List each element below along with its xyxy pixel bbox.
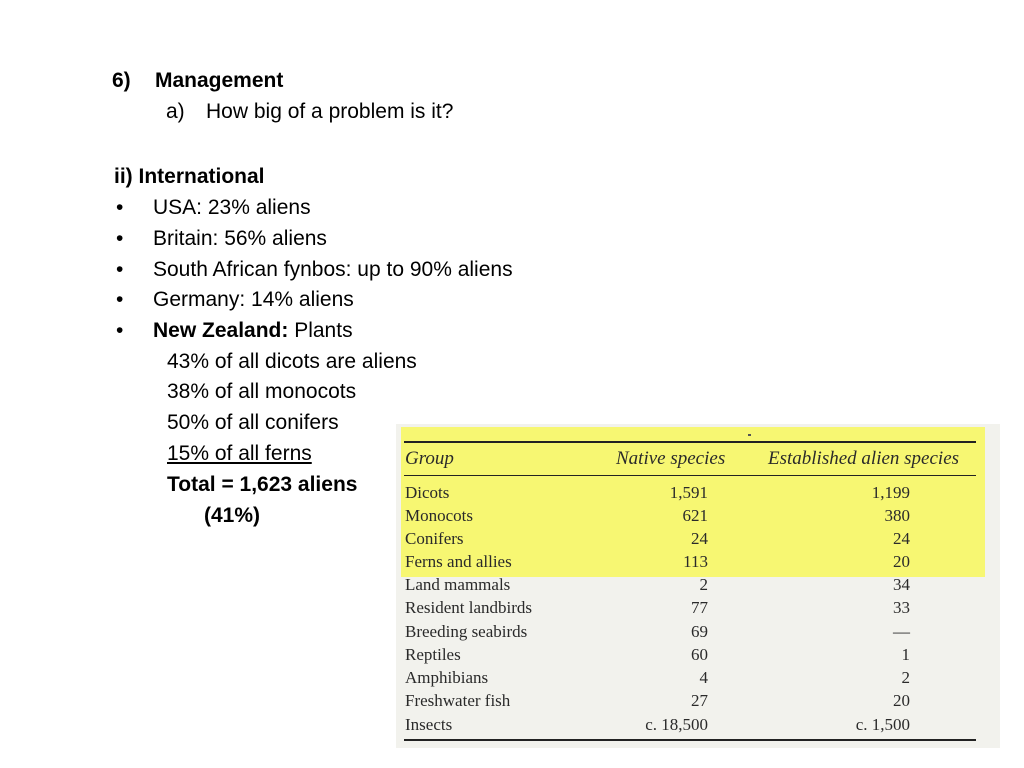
alien-cell: 20: [893, 691, 910, 710]
native-cell: 60: [691, 645, 708, 664]
sub-question: How big of a problem is it?: [206, 100, 454, 123]
bullet-new-zealand: [153, 319, 353, 343]
group-cell: Breeding seabirds: [405, 622, 528, 641]
native-cell: 113: [683, 552, 708, 571]
table-row: [396, 481, 1000, 504]
nz-label: New Zealand:: [153, 319, 289, 342]
group-cell: Conifers: [405, 529, 464, 548]
alien-cell: 20: [893, 552, 910, 571]
table-row: [396, 550, 1000, 573]
species-table-image: [396, 424, 1000, 748]
group-cell: Resident landbirds: [405, 598, 533, 617]
bullet-marker: •: [116, 258, 124, 281]
native-cell: 2: [699, 575, 708, 594]
bullet-britain: Britain: 56% aliens: [153, 227, 327, 250]
table-row: [396, 666, 1000, 689]
header-group: Group: [405, 448, 454, 469]
native-cell: 69: [691, 622, 708, 641]
species-table: [396, 424, 1000, 748]
table-row: [396, 643, 1000, 666]
native-cell: 4: [699, 668, 708, 687]
alien-cell: 1: [901, 645, 910, 664]
nz-plants: Plants: [288, 319, 353, 342]
bullet-usa: USA: 23% aliens: [153, 196, 311, 219]
nz-monocots: 38% of all monocots: [167, 380, 357, 403]
native-cell: 24: [691, 529, 708, 548]
nz-conifers: 50% of all conifers: [167, 411, 339, 434]
table-row: [396, 527, 1000, 550]
header-native: Native species: [616, 448, 726, 469]
group-cell: Ferns and allies: [405, 552, 512, 571]
slide-heading: Management: [155, 69, 284, 92]
alien-cell: —: [893, 622, 910, 641]
alien-cell: 2: [901, 668, 910, 687]
table-row: [396, 504, 1000, 527]
alien-cell: c. 1,500: [855, 715, 910, 734]
alien-cell: 34: [893, 575, 910, 594]
alien-cell: 1,199: [871, 483, 910, 502]
native-cell: 1,591: [669, 483, 708, 502]
alien-cell: 380: [884, 506, 910, 525]
group-cell: Reptiles: [405, 645, 461, 664]
bullet-marker: •: [116, 288, 124, 311]
group-cell: Insects: [405, 715, 453, 734]
header-alien: Established alien species: [768, 448, 960, 469]
table-row: [396, 596, 1000, 619]
table-row: [396, 573, 1000, 596]
group-cell: Amphibians: [405, 668, 489, 687]
bullet-germany: Germany: 14% aliens: [153, 288, 354, 311]
nz-dicots: 43% of all dicots are aliens: [167, 350, 417, 373]
heading-number: 6): [112, 69, 131, 92]
bullet-marker: •: [116, 227, 124, 250]
bullet-marker: •: [116, 319, 124, 342]
sub-number: a): [166, 100, 185, 123]
bullet-marker: •: [116, 196, 124, 219]
nz-total: Total = 1,623 aliens: [167, 473, 358, 496]
native-cell: 621: [682, 506, 708, 525]
section-title: ii) International: [114, 165, 265, 188]
group-cell: Land mammals: [405, 575, 511, 594]
native-cell: c. 18,500: [645, 715, 708, 734]
bullet-fynbos: South African fynbos: up to 90% aliens: [153, 258, 513, 281]
table-row: [396, 713, 1000, 736]
nz-ferns: 15% of all ferns: [167, 442, 312, 465]
table-row: [396, 620, 1000, 643]
table-row: [396, 689, 1000, 712]
group-cell: Dicots: [405, 483, 450, 502]
group-cell: Freshwater fish: [405, 691, 511, 710]
native-cell: 27: [691, 691, 708, 710]
alien-cell: 24: [893, 529, 910, 548]
nz-total-percent: (41%): [204, 504, 261, 527]
alien-cell: 33: [893, 598, 910, 617]
native-cell: 77: [691, 598, 708, 617]
group-cell: Monocots: [405, 506, 473, 525]
